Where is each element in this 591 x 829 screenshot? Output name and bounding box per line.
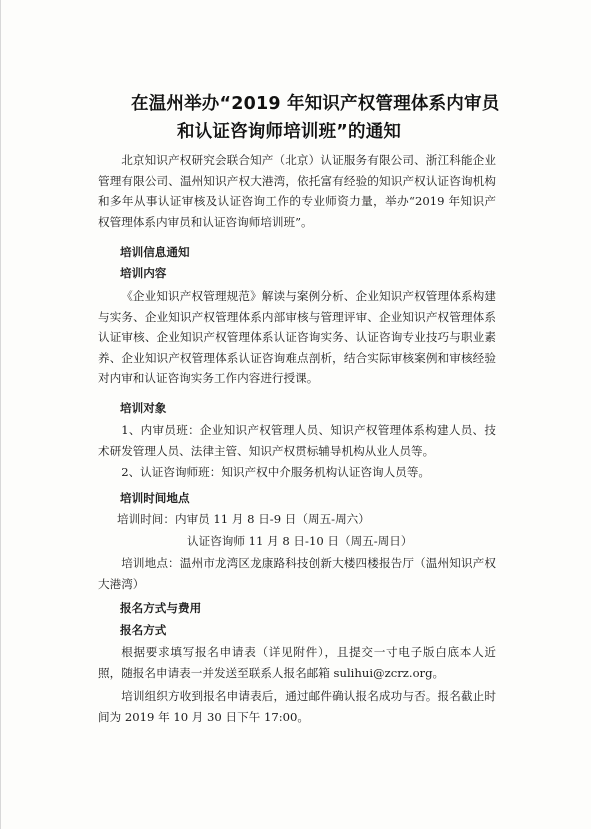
time-auditor: 培训时间：内审员 11 月 8 日-9 日（周五-周六） <box>117 512 370 526</box>
heading-time-location: 培训时间地点 <box>120 491 190 505</box>
target-item-1: 1、内审员班：企业知识产权管理人员、知识产权管理体系构建人员、技术研发管理人员、法律主管、知识产权贯标辅导机构从业人员等。 <box>98 423 496 458</box>
heading-training-content: 培训内容 <box>120 266 167 280</box>
location-paragraph: 培训地点：温州市龙湾区龙康路科技创新大楼四楼报告厅（温州知识产权大港湾） <box>98 556 496 591</box>
heading-signup-method: 报名方式 <box>120 623 167 637</box>
time-consultant: 认证咨询师 11 月 8 日-10 日（周五-周日） <box>187 534 413 548</box>
heading-training-info: 培训信息通知 <box>120 245 190 259</box>
method-paragraph: 根据要求填写报名申请表（详见附件），且提交一寸电子版白底本人近照，随报名申请表一并发送至联系人报名邮箱 sulihui@zcrz.org。 <box>98 645 496 680</box>
notice-title-line1: 在温州举办“2019 年知识产权管理体系内审员 <box>131 94 500 114</box>
intro-paragraph: 北京知识产权研究会联合知产（北京）认证服务有限公司、浙江科能企业管理有限公司、温州知识产权大港湾，依托富有经验的知识产权认证咨询机构和多年从事认证审核及认证咨询工作的专业师资力量，举办“2019 年知识产权管理体系内审员和认证咨询师培训班”。 <box>98 153 496 229</box>
heading-training-target: 培训对象 <box>120 401 167 415</box>
content-paragraph: 《企业知识产权管理规范》解读与案例分析、企业知识产权管理体系构建与实务、企业知识产权管理体系内部审核与管理评审、企业知识产权管理体系认证审核、企业知识产权管理体系认证咨询实务、认证咨询专业技巧与职业素养、企业知识产权管理体系认证咨询难点剖析，结合实际审核案例和审核经验对内审和认证咨询实务工作内容进行授课。 <box>98 289 496 385</box>
confirm-paragraph: 培训组织方收到报名申请表后，通过邮件确认报名成功与否。报名截止时间为 2019 年 10 月 30 日下午 17:00。 <box>98 689 496 724</box>
notice-title-line2: 和认证咨询师培训班”的通知 <box>177 122 402 142</box>
target-item-2: 2、认证咨询师班：知识产权中介服务机构认证咨询人员等。 <box>121 465 431 479</box>
heading-signup-fee: 报名方式与费用 <box>120 601 202 615</box>
